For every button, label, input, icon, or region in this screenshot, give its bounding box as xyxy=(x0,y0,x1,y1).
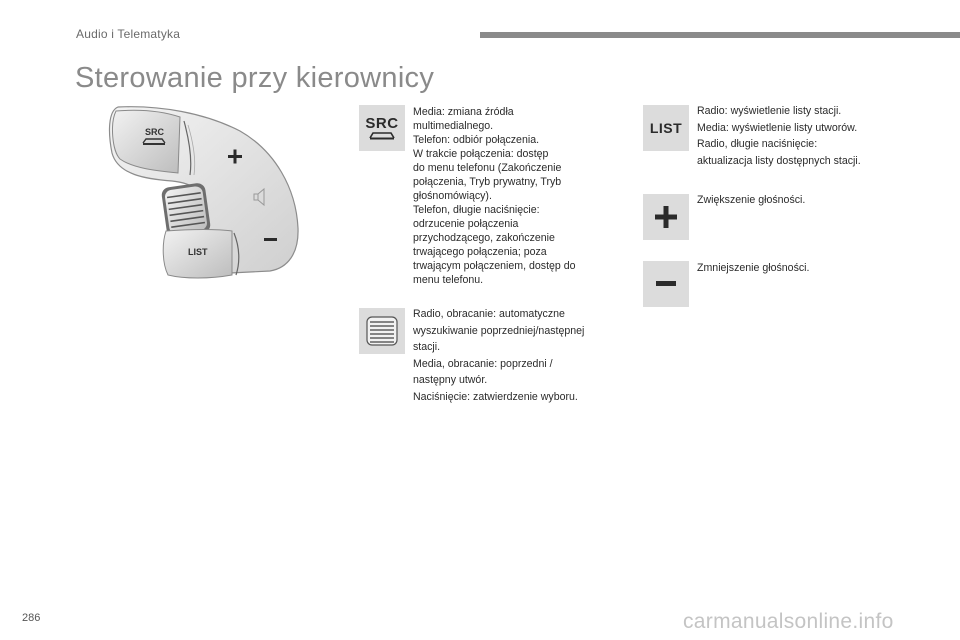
illustration-minus-icon xyxy=(264,238,277,241)
minus-icon xyxy=(656,281,676,287)
illustration-src-label: SRC xyxy=(145,127,165,137)
scroll-wheel-icon xyxy=(366,316,398,346)
page-number: 286 xyxy=(22,612,41,624)
volume-down-icon-box xyxy=(643,261,689,307)
wheel-description: Radio, obracanie: automatyczne wyszukiwanie poprzedniej/następnej stacji. Media, obracanie: poprzedni / następny utwór. Naciśnięcie: zatwierdzenie wyboru. xyxy=(413,308,585,403)
steering-wheel-controls-illustration xyxy=(100,103,305,288)
list-icon-box xyxy=(643,105,689,151)
phone-hangup-icon xyxy=(368,131,396,140)
section-label: Audio i Telematyka xyxy=(76,27,181,41)
watermark: carmanualsonline.info xyxy=(683,610,894,633)
src-label-icon: SRC xyxy=(365,115,399,132)
src-description: Media: zmiana źródła multimedialnego. Telefon: odbiór połączenia. W trakcie połączenia: dostęp do menu telefonu (Zakończenie połączenia, Tryb prywatny, Tryb głośnomówiący). Telefon, długie naciśnięcie: odrzucenie połączenia przychodzącego, zakończenie trwającego połączenia; poza trwającym połączeniem, dostęp do menu telefonu. xyxy=(413,106,576,286)
volume-down-description: Zmniejszenie głośności. xyxy=(697,262,810,274)
list-label-icon: LIST xyxy=(649,120,683,136)
wheel-icon-box xyxy=(359,308,405,354)
src-icon-box xyxy=(359,105,405,151)
list-description: Radio: wyświetlenie listy stacji. Media: wyświetlenie listy utworów. Radio, długie naciśnięcie: aktualizacja listy dostępnych stacji. xyxy=(697,105,861,167)
plus-icon xyxy=(655,206,677,228)
volume-up-description: Zwiększenie głośności. xyxy=(697,194,806,206)
volume-up-icon-box xyxy=(643,194,689,240)
illustration-list-label: LIST xyxy=(188,247,208,257)
page-title: Sterowanie przy kierownicy xyxy=(75,62,435,94)
header-bar xyxy=(480,32,960,38)
